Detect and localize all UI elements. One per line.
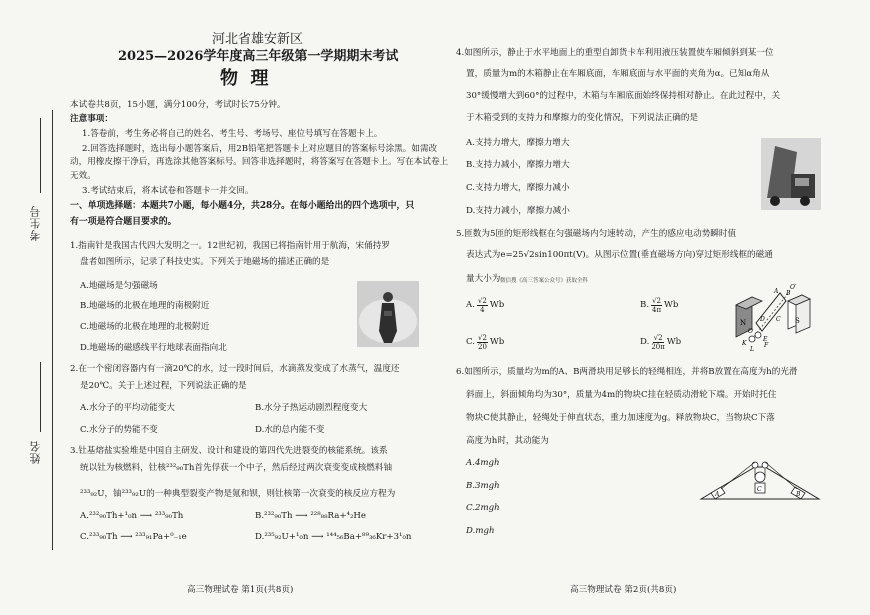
option: C.水分子的势能不变 [80, 425, 158, 435]
note-line: 1.答卷前，考生务必将自己的姓名、考生号、考场号、座位号填写在答题卡上。 [82, 129, 383, 139]
page-footer-left: 高三物理试卷 第1页(共8页) [187, 585, 294, 595]
option [466, 334, 504, 351]
option: D.²³⁵₉₂U+¹₀n ⟶ ¹⁴⁴₅₆Ba+⁸⁹₃₆Kr+3¹₀n [255, 532, 412, 542]
brush-label-l: L [750, 346, 754, 353]
question-stem: 置，质量为m的木箱静止在车厢底面，车厢底面与水平面的夹角为α。已知α角从 [466, 69, 770, 79]
option: A.地磁场是匀强磁场 [80, 281, 158, 291]
notes-title: 注意事项： [70, 114, 113, 124]
option [640, 334, 681, 351]
question-stem: 5.匝数为5匝的矩形线框在匀强磁场内匀速转动，产生的感应电动势瞬时值 [456, 229, 737, 239]
question-stem: 表达式为e=25√2sin100πt(V)。从图示位置(垂直磁场方向)穿过矩形线框的磁通 [466, 250, 773, 260]
note-line: 动，用橡皮擦干净后，再选涂其他答案标号。回答非选择题时，将答案写在答题卡上。写在本试卷上 [70, 157, 449, 167]
block-label-b: B [796, 491, 801, 498]
name-field[interactable] [40, 362, 42, 432]
question-stem: 量大小为 [466, 274, 501, 284]
watermark: 微信搜《高三答案公众号》获取全科 [500, 278, 589, 284]
double-incline-pulley-figure [697, 447, 823, 503]
note-line: 2.回答选择题时，选出每小题答案后，用2B铅笔把答题卡上对应题目的答案标号涂黑。如需改 [82, 144, 438, 154]
section-heading: 有一项是符合题目要求的。 [70, 217, 177, 227]
exam-number-label: 考生号 [29, 205, 42, 241]
region-title: 河北省雄安新区 [212, 32, 304, 47]
question-stem: 2.在一个密闭容器内有一滴20℃的水，过一段时间后，水滴蒸发变成了水蒸气，温度还 [70, 364, 400, 374]
question-stem: 3.钍基熔盐实验堆是中国自主研发、设计和建设的第四代先进裂变的核能系统。该系 [70, 446, 388, 456]
coil-label-c: C [776, 316, 781, 323]
subject-title: 物 理 [220, 68, 269, 89]
option: C.²³³₉₀Th ⟶ ²³³₉₁Pa+⁰₋₁e [80, 532, 187, 542]
option-unit: Wb [489, 300, 505, 310]
option: A.支持力增大，摩擦力增大 [466, 138, 570, 148]
coil-label-d: D [760, 316, 765, 323]
coil-label-a: A [774, 288, 779, 295]
fraction-denominator: 4 [480, 306, 485, 314]
option [466, 297, 504, 314]
page-footer-right: 高三物理试卷 第2页(共8页) [570, 585, 677, 595]
question-stem: ²³³₉₂U，铀²³³₉₂U的一种典型裂变产物是氪和钡，则钍核第一次衰变的核反应方程为 [80, 489, 396, 499]
question-stem: 6.如图所示，质量均为m的A、B两滑块用足够长的轻绳相连，并将B放置在高度为h的光滑 [456, 367, 798, 377]
axis-label-o: O [748, 328, 753, 335]
fraction-denominator: 4π [651, 306, 662, 314]
option-unit: Wb [666, 337, 682, 347]
option: D.mgh [466, 526, 495, 536]
question-stem: 于木箱受到的支持力和摩擦力的变化情况，下列说法正确的是 [466, 113, 699, 123]
option: C.地磁场的北极在地理的北极附近 [80, 322, 210, 332]
question-stem: 30°缓慢增大到60°的过程中，木箱与车厢底面始终保持相对静止。在此过程中，关 [466, 91, 781, 101]
option-letter: A. [466, 300, 475, 310]
option: B.地磁场的北极在地理的南极附近 [80, 301, 210, 311]
fraction-numerator: √2 [652, 297, 661, 305]
question-stem: 高度为h时，其动能为 [466, 436, 549, 446]
exam-info: 本试卷共8页，15小题，满分100分，考试时长75分钟。 [70, 100, 286, 110]
question-stem: 是20℃。关于上述过程，下列说法正确的是 [80, 381, 247, 391]
ring-label-f: F [764, 342, 769, 349]
block-label-c: C [757, 486, 762, 493]
magnet-pole-s: S [795, 317, 800, 325]
option: B.3mgh [466, 481, 500, 491]
coil-label-b: B [786, 290, 791, 297]
option: C.支持力增大，摩擦力减小 [466, 183, 570, 193]
question-stem: 统以钍为核燃料，钍核²³²₉₀Th首先俘获一个中子，然后经过两次衰变变成核燃料铀 [80, 463, 393, 473]
option: B.水分子热运动剧烈程度变大 [255, 403, 368, 413]
brush-label-k: K [742, 340, 747, 347]
option: D.地磁场的磁感线平行地球表面指向北 [80, 343, 227, 353]
axis-label-o-prime: O′ [790, 284, 797, 291]
note-line: 3.考试结束后，将本试卷和答题卡一并交回。 [82, 186, 254, 196]
option: D.水的总内能不变 [255, 425, 325, 435]
option-letter: B. [640, 300, 650, 310]
note-line: 无效。 [70, 171, 96, 181]
option-letter: D. [640, 337, 650, 347]
option-letter: C. [466, 337, 476, 347]
block-label-a: A [715, 491, 720, 498]
option-unit: Wb [489, 337, 505, 347]
question-stem: 物块C使其静止，轻绳处于伸直状态，重力加速度为g。释放物块C，当物块C下落 [466, 413, 775, 423]
question-stem: 4.如图所示，静止于水平地面上的重型自卸货卡车利用液压装置使车厢倾斜到某一位 [456, 48, 774, 58]
option-unit: Wb [663, 300, 679, 310]
fraction-numerator: √2 [477, 297, 487, 305]
fraction-numerator: √2 [478, 334, 487, 342]
compass-figurine-figure [357, 281, 419, 347]
section-heading: 一、单项选择题：本题共7小题，每小题4分，共28分。在每小题给出的四个选项中，只 [70, 201, 415, 211]
question-stem: 1.指南针是我国古代四大发明之一。12世纪初，我国已将指南针用于航海，宋俑持罗 [70, 241, 390, 251]
magnet-pole-n: N [740, 319, 747, 327]
dump-truck-figure [761, 138, 821, 210]
option: A.²³²₉₀Th+¹₀n ⟶ ²³³₉₀Th [80, 511, 184, 521]
fraction-numerator: √2 [653, 334, 663, 342]
fraction-denominator: 20π [651, 343, 665, 351]
binding-line [52, 110, 53, 550]
rotating-coil-figure [730, 283, 818, 353]
option: D.支持力减小，摩擦力减小 [466, 206, 570, 216]
option: C.2mgh [466, 503, 500, 513]
question-stem: 斜面上，斜面倾角均为30°，质量为4m的物块C挂在轻质动滑轮下端。开始时托住 [466, 390, 777, 400]
exam-number-field[interactable] [40, 118, 42, 193]
option: B.支持力减小，摩擦力增大 [466, 160, 570, 170]
name-label: 姓名 [29, 440, 42, 464]
option: B.²³²₉₀Th ⟶ ²²⁸₈₈Ra+⁴₂He [255, 511, 367, 521]
ring-label-e: E [763, 336, 768, 343]
option: A.水分子的平均动能变大 [80, 403, 175, 413]
fraction-denominator: 20 [478, 343, 487, 351]
exam-title: 2025—2026学年度高三年级第一学期期末考试 [118, 49, 399, 64]
option [640, 297, 678, 314]
option: A.4mgh [466, 458, 500, 468]
question-stem: 盘者如图所示，记录了科技史实。下列关于地磁场的描述正确的是 [80, 257, 330, 267]
